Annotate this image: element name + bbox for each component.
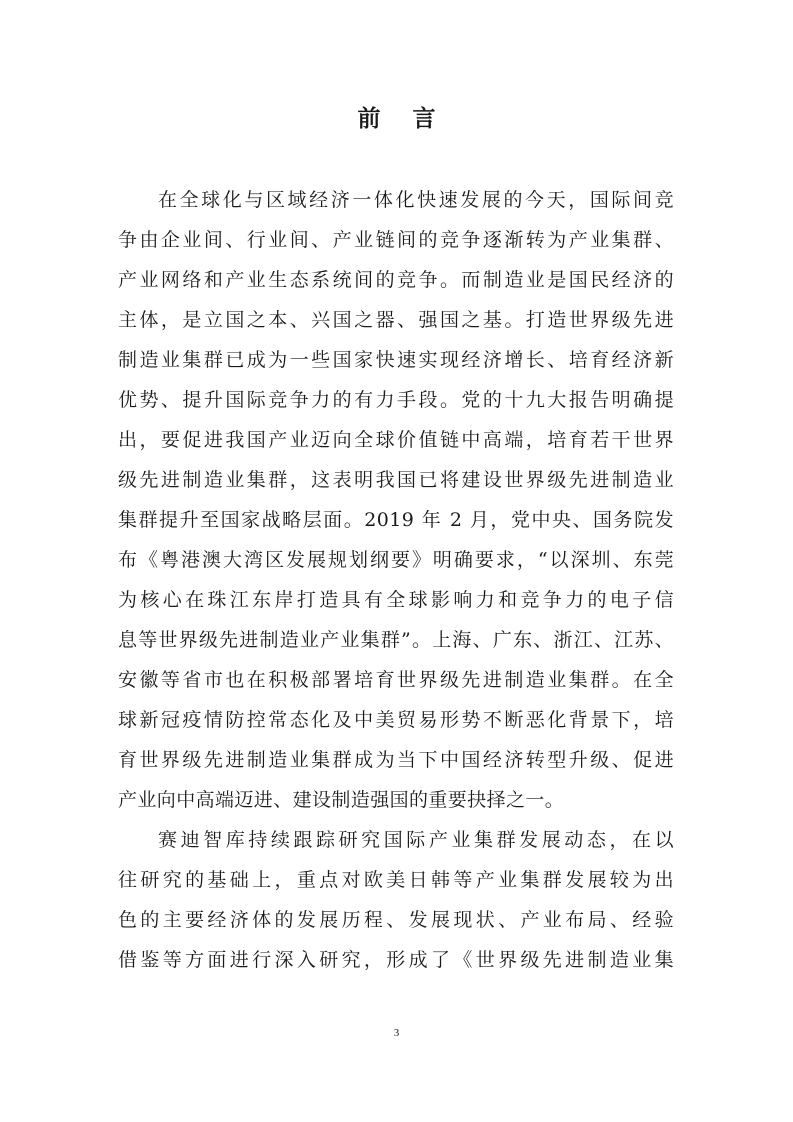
paragraph-1-line-15: 育世界级先进制造业集群成为当下中国经济转型升级、促进 bbox=[118, 749, 674, 771]
body-text bbox=[118, 180, 674, 980]
page-title: 前 言 bbox=[357, 105, 448, 132]
paragraph-1-line-1: 在全球化与区域经济一体化快速发展的今天，国际间竞 bbox=[158, 189, 674, 211]
paragraph-1-line-9: 集群提升至国家战略层面。2019 年 2 月，党中央、国务院发 bbox=[118, 509, 674, 531]
paragraph-1-line-11: 为核心在珠江东岸打造具有全球影响力和竞争力的电子信 bbox=[118, 589, 674, 611]
paragraph-1-line-12: 息等世界级先进制造业产业集群”。上海、广东、浙江、江苏、 bbox=[118, 629, 674, 651]
paragraph-2-line-1: 赛迪智库持续跟踪研究国际产业集群发展动态，在以 bbox=[158, 829, 674, 851]
paragraph-1-line-13: 安徽等省市也在积极部署培育世界级先进制造业集群。在全 bbox=[118, 669, 674, 691]
paragraph-1-line-8: 级先进制造业集群，这表明我国已将建设世界级先进制造业 bbox=[118, 469, 674, 491]
paragraph-1-line-10: 布《粤港澳大湾区发展规划纲要》明确要求，“以深圳、东莞 bbox=[118, 549, 674, 571]
paragraph-1-line-2: 争由企业间、行业间、产业链间的竞争逐渐转为产业集群、 bbox=[118, 229, 674, 251]
page-number: 3 bbox=[393, 1027, 400, 1039]
paragraph-2-line-4: 借鉴等方面进行深入研究，形成了《世界级先进制造业集 bbox=[118, 949, 674, 971]
paragraph-1-line-16: 产业向中高端迈进、建设制造强国的重要抉择之一。 bbox=[118, 789, 565, 811]
paragraph-1-line-4: 主体，是立国之本、兴国之器、强国之基。打造世界级先进 bbox=[118, 309, 674, 331]
paragraph-1-line-14: 球新冠疫情防控常态化及中美贸易形势不断恶化背景下，培 bbox=[118, 709, 674, 731]
paragraph-1-line-5: 制造业集群已成为一些国家快速实现经济增长、培育经济新 bbox=[118, 349, 674, 371]
paragraph-1-line-6: 优势、提升国际竞争力的有力手段。党的十九大报告明确提 bbox=[118, 389, 674, 411]
paragraph-1-line-3: 产业网络和产业生态系统间的竞争。而制造业是国民经济的 bbox=[118, 269, 674, 291]
paragraph-1-line-7: 出，要促进我国产业迈向全球价值链中高端，培育若干世界 bbox=[118, 429, 674, 451]
paragraph-2-line-2: 往研究的基础上，重点对欧美日韩等产业集群发展较为出 bbox=[118, 869, 674, 891]
paragraph-2-line-3: 色的主要经济体的发展历程、发展现状、产业布局、经验 bbox=[118, 909, 674, 931]
